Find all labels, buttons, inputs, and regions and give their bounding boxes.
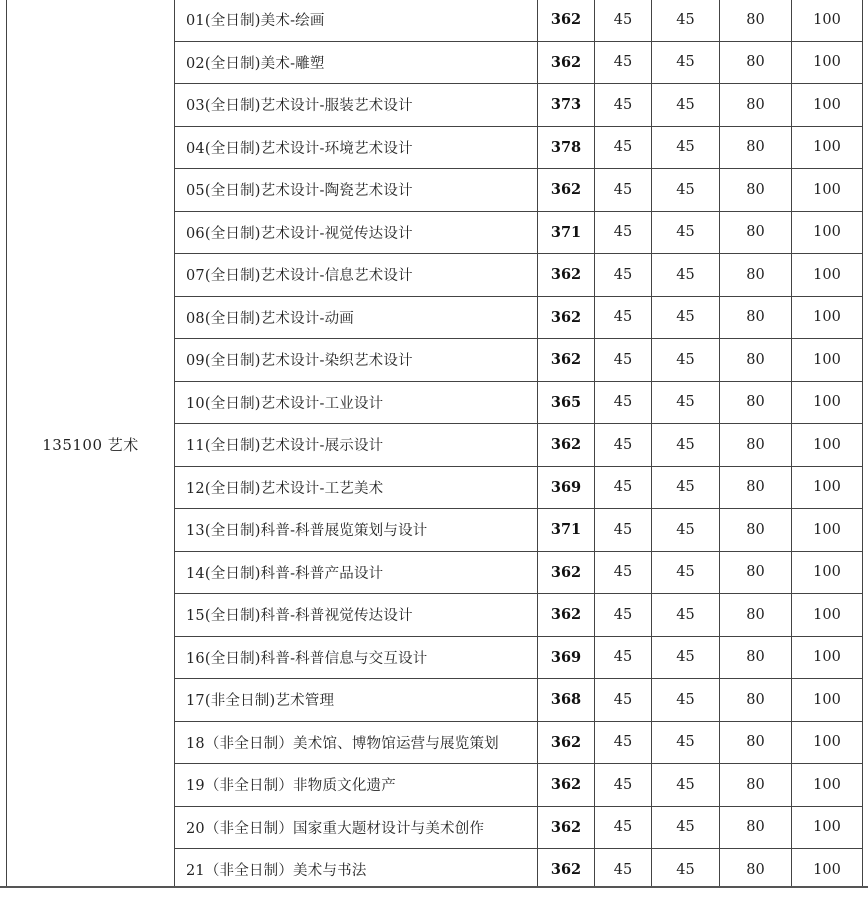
score-table [6, 0, 863, 892]
table-row [7, 0, 863, 41]
foreign-language-score-cell: 45 [652, 551, 720, 594]
subject-one-score-cell: 80 [720, 849, 792, 892]
subject-one-score-cell: 80 [720, 0, 792, 41]
politics-score-cell: 45 [595, 551, 652, 594]
total-score-cell: 369 [538, 466, 595, 509]
total-score-cell: 362 [538, 424, 595, 467]
total-score-cell: 362 [538, 41, 595, 84]
foreign-language-score-cell: 45 [652, 466, 720, 509]
research-direction-cell: 15(全日制)科普-科普视觉传达设计 [175, 594, 538, 637]
research-direction-cell: 02(全日制)美术-雕塑 [175, 41, 538, 84]
research-direction-cell: 12(全日制)艺术设计-工艺美术 [175, 466, 538, 509]
foreign-language-score-cell: 45 [652, 84, 720, 127]
subject-two-score-cell: 100 [792, 84, 863, 127]
research-direction-cell: 18（非全日制）美术馆、博物馆运营与展览策划 [175, 721, 538, 764]
subject-two-score-cell: 100 [792, 381, 863, 424]
foreign-language-score-cell: 45 [652, 211, 720, 254]
foreign-language-score-cell: 45 [652, 339, 720, 382]
foreign-language-score-cell: 45 [652, 254, 720, 297]
subject-two-score-cell: 100 [792, 721, 863, 764]
subject-two-score-cell: 100 [792, 849, 863, 892]
politics-score-cell: 45 [595, 0, 652, 41]
subject-two-score-cell: 100 [792, 509, 863, 552]
total-score-cell: 362 [538, 254, 595, 297]
research-direction-cell: 20（非全日制）国家重大题材设计与美术创作 [175, 806, 538, 849]
foreign-language-score-cell: 45 [652, 296, 720, 339]
politics-score-cell: 45 [595, 679, 652, 722]
foreign-language-score-cell: 45 [652, 594, 720, 637]
research-direction-cell: 10(全日制)艺术设计-工业设计 [175, 381, 538, 424]
total-score-cell: 362 [538, 551, 595, 594]
subject-one-score-cell: 80 [720, 254, 792, 297]
politics-score-cell: 45 [595, 339, 652, 382]
subject-two-score-cell: 100 [792, 0, 863, 41]
subject-one-score-cell: 80 [720, 424, 792, 467]
subject-two-score-cell: 100 [792, 594, 863, 637]
total-score-cell: 362 [538, 594, 595, 637]
foreign-language-score-cell: 45 [652, 806, 720, 849]
subject-one-score-cell: 80 [720, 41, 792, 84]
total-score-cell: 368 [538, 679, 595, 722]
politics-score-cell: 45 [595, 296, 652, 339]
research-direction-cell: 07(全日制)艺术设计-信息艺术设计 [175, 254, 538, 297]
subject-two-score-cell: 100 [792, 296, 863, 339]
research-direction-cell: 01(全日制)美术-绘画 [175, 0, 538, 41]
politics-score-cell: 45 [595, 466, 652, 509]
research-direction-cell: 19（非全日制）非物质文化遗产 [175, 764, 538, 807]
total-score-cell: 362 [538, 339, 595, 382]
politics-score-cell: 45 [595, 41, 652, 84]
politics-score-cell: 45 [595, 126, 652, 169]
subject-two-score-cell: 100 [792, 41, 863, 84]
subject-one-score-cell: 80 [720, 211, 792, 254]
foreign-language-score-cell: 45 [652, 0, 720, 41]
politics-score-cell: 45 [595, 381, 652, 424]
total-score-cell: 362 [538, 721, 595, 764]
research-direction-cell: 13(全日制)科普-科普展览策划与设计 [175, 509, 538, 552]
politics-score-cell: 45 [595, 764, 652, 807]
foreign-language-score-cell: 45 [652, 764, 720, 807]
subject-one-score-cell: 80 [720, 509, 792, 552]
foreign-language-score-cell: 45 [652, 424, 720, 467]
total-score-cell: 369 [538, 636, 595, 679]
subject-one-score-cell: 80 [720, 84, 792, 127]
politics-score-cell: 45 [595, 424, 652, 467]
politics-score-cell: 45 [595, 84, 652, 127]
research-direction-cell: 04(全日制)艺术设计-环境艺术设计 [175, 126, 538, 169]
subject-two-score-cell: 100 [792, 466, 863, 509]
research-direction-cell: 17(非全日制)艺术管理 [175, 679, 538, 722]
research-direction-cell: 11(全日制)艺术设计-展示设计 [175, 424, 538, 467]
subject-one-score-cell: 80 [720, 764, 792, 807]
research-direction-cell: 14(全日制)科普-科普产品设计 [175, 551, 538, 594]
total-score-cell: 365 [538, 381, 595, 424]
research-direction-cell: 21（非全日制）美术与书法 [175, 849, 538, 892]
subject-two-score-cell: 100 [792, 764, 863, 807]
subject-two-score-cell: 100 [792, 254, 863, 297]
total-score-cell: 378 [538, 126, 595, 169]
subject-one-score-cell: 80 [720, 551, 792, 594]
research-direction-cell: 05(全日制)艺术设计-陶瓷艺术设计 [175, 169, 538, 212]
politics-score-cell: 45 [595, 594, 652, 637]
politics-score-cell: 45 [595, 211, 652, 254]
subject-two-score-cell: 100 [792, 636, 863, 679]
total-score-cell: 362 [538, 169, 595, 212]
research-direction-cell: 09(全日制)艺术设计-染织艺术设计 [175, 339, 538, 382]
subject-two-score-cell: 100 [792, 339, 863, 382]
subject-one-score-cell: 80 [720, 296, 792, 339]
subject-two-score-cell: 100 [792, 126, 863, 169]
subject-two-score-cell: 100 [792, 169, 863, 212]
total-score-cell: 362 [538, 296, 595, 339]
major-cell: 135100 艺术 [7, 0, 175, 891]
score-table-body [7, 0, 863, 891]
subject-one-score-cell: 80 [720, 339, 792, 382]
subject-two-score-cell: 100 [792, 551, 863, 594]
subject-two-score-cell: 100 [792, 679, 863, 722]
foreign-language-score-cell: 45 [652, 721, 720, 764]
research-direction-cell: 08(全日制)艺术设计-动画 [175, 296, 538, 339]
subject-two-score-cell: 100 [792, 211, 863, 254]
total-score-cell: 371 [538, 509, 595, 552]
subject-one-score-cell: 80 [720, 806, 792, 849]
total-score-cell: 362 [538, 849, 595, 892]
total-score-cell: 362 [538, 806, 595, 849]
politics-score-cell: 45 [595, 254, 652, 297]
politics-score-cell: 45 [595, 849, 652, 892]
total-score-cell: 362 [538, 0, 595, 41]
politics-score-cell: 45 [595, 169, 652, 212]
foreign-language-score-cell: 45 [652, 849, 720, 892]
research-direction-cell: 06(全日制)艺术设计-视觉传达设计 [175, 211, 538, 254]
subject-two-score-cell: 100 [792, 806, 863, 849]
total-score-cell: 373 [538, 84, 595, 127]
subject-one-score-cell: 80 [720, 636, 792, 679]
subject-one-score-cell: 80 [720, 679, 792, 722]
foreign-language-score-cell: 45 [652, 169, 720, 212]
foreign-language-score-cell: 45 [652, 509, 720, 552]
total-score-cell: 362 [538, 764, 595, 807]
foreign-language-score-cell: 45 [652, 679, 720, 722]
research-direction-cell: 03(全日制)艺术设计-服装艺术设计 [175, 84, 538, 127]
foreign-language-score-cell: 45 [652, 381, 720, 424]
subject-one-score-cell: 80 [720, 721, 792, 764]
subject-two-score-cell: 100 [792, 424, 863, 467]
politics-score-cell: 45 [595, 636, 652, 679]
subject-one-score-cell: 80 [720, 381, 792, 424]
foreign-language-score-cell: 45 [652, 126, 720, 169]
total-score-cell: 371 [538, 211, 595, 254]
subject-one-score-cell: 80 [720, 466, 792, 509]
next-table-top-border [0, 886, 868, 897]
politics-score-cell: 45 [595, 721, 652, 764]
foreign-language-score-cell: 45 [652, 636, 720, 679]
subject-one-score-cell: 80 [720, 126, 792, 169]
politics-score-cell: 45 [595, 806, 652, 849]
subject-one-score-cell: 80 [720, 169, 792, 212]
foreign-language-score-cell: 45 [652, 41, 720, 84]
politics-score-cell: 45 [595, 509, 652, 552]
subject-one-score-cell: 80 [720, 594, 792, 637]
research-direction-cell: 16(全日制)科普-科普信息与交互设计 [175, 636, 538, 679]
